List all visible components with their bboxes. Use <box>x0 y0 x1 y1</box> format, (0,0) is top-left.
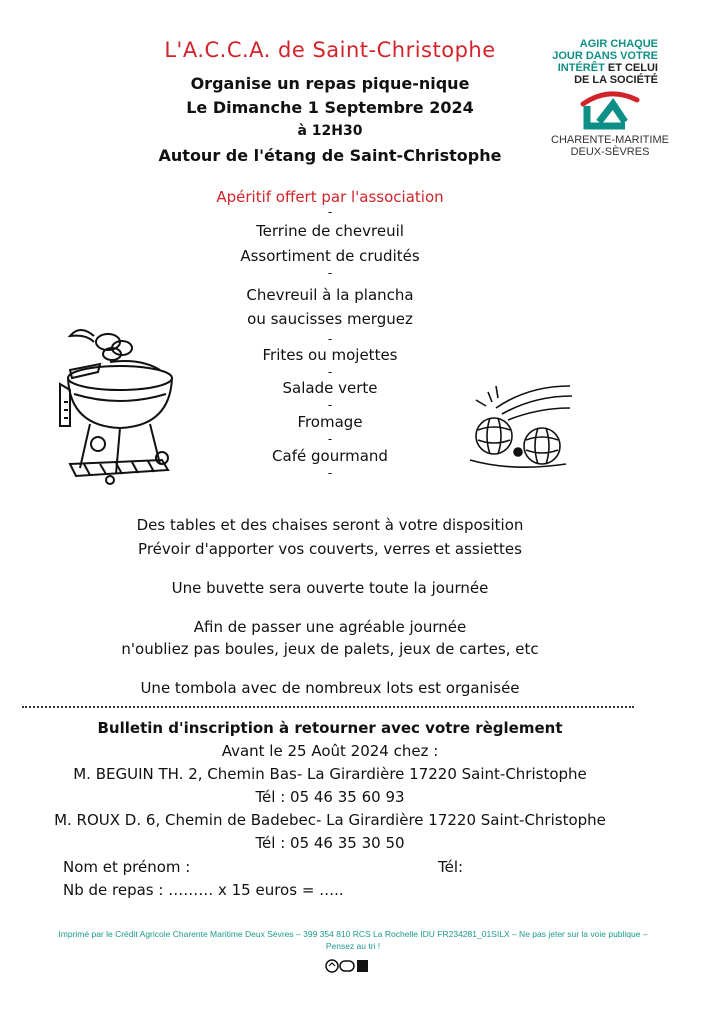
event-location: Autour de l'étang de Saint-Christophe <box>158 146 502 165</box>
footer-line: Pensez au tri ! <box>325 941 381 951</box>
info-line: Des tables et des chaises seront à votre disposition <box>136 516 524 534</box>
menu-separator: - <box>327 332 333 346</box>
menu-separator: - <box>327 266 333 280</box>
menu-item: ou saucisses merguez <box>247 310 413 328</box>
credit-agricole-logo: AGIR CHAQUE JOUR DANS VOTRE INTÉRÊT ET CELUI DE LA SOCIÉTÉ CHARENTE-MARITIME DEUX-SÈVRES <box>540 38 680 158</box>
menu-separator: - <box>327 398 333 412</box>
event-time: à 12H30 <box>297 123 363 139</box>
barbecue-illustration <box>50 318 175 488</box>
ca-emblem-icon <box>575 88 645 130</box>
event-title: L'A.C.C.A. de Saint-Christophe <box>164 38 496 62</box>
menu-item: Terrine de chevreuil <box>256 222 404 240</box>
print-footer <box>0 928 706 952</box>
menu-item: Frites ou mojettes <box>262 346 398 364</box>
info-line: n'oubliez pas boules, jeux de palets, jeux de cartes, etc <box>121 640 539 658</box>
logo-slogan: AGIR CHAQUE JOUR DANS VOTRE INTÉRÊT ET CELUI DE LA SOCIÉTÉ <box>552 38 658 86</box>
aperitif-line: Apéritif offert par l'association <box>216 188 444 206</box>
menu-separator: - <box>327 466 333 480</box>
contact-phone: Tél : 05 46 35 60 93 <box>255 788 405 806</box>
menu-item: Salade verte <box>282 379 378 397</box>
bulletin-title: Bulletin d'inscription à retourner avec votre règlement <box>97 719 563 737</box>
menu-item: Chevreuil à la plancha <box>246 286 414 304</box>
footer-line: Imprimé par le Crédit Agricole Charente Maritime Deux Sèvres – 399 354 810 RCS La Rochelle IDU FR234281_01SILX – Ne pas jeter sur la voie publique – <box>58 929 648 939</box>
name-field-label: Nom et prénom : <box>63 858 191 876</box>
meals-field-label: Nb de repas : ……… x 15 euros = ….. <box>63 881 344 899</box>
event-date: Le Dimanche 1 Septembre 2024 <box>186 98 474 117</box>
event-subtitle: Organise un repas pique-nique <box>190 74 470 93</box>
petanque-illustration <box>462 380 574 472</box>
info-line: Une buvette sera ouverte toute la journée <box>171 579 489 597</box>
cut-line <box>22 706 634 708</box>
menu-separator: - <box>327 205 333 219</box>
menu-item: Café gourmand <box>272 447 388 465</box>
info-line: Une tombola avec de nombreux lots est organisée <box>140 679 520 697</box>
contact-address: M. BEGUIN TH. 2, Chemin Bas- La Girardière 17220 Saint-Christophe <box>73 765 587 783</box>
recycling-icon <box>324 958 370 974</box>
menu-item: Assortiment de crudités <box>240 247 420 265</box>
menu-separator: - <box>327 365 333 379</box>
phone-field-label: Tél: <box>438 858 464 876</box>
contact-phone: Tél : 05 46 35 30 50 <box>255 834 405 852</box>
contact-address: M. ROUX D. 6, Chemin de Badebec- La Girardière 17220 Saint-Christophe <box>54 811 606 829</box>
info-line: Prévoir d'apporter vos couverts, verres et assiettes <box>138 540 522 558</box>
info-line: Afin de passer une agréable journée <box>193 618 467 636</box>
menu-separator: - <box>327 432 333 446</box>
menu-item: Fromage <box>297 413 363 431</box>
bulletin-deadline: Avant le 25 Août 2024 chez : <box>221 742 439 760</box>
